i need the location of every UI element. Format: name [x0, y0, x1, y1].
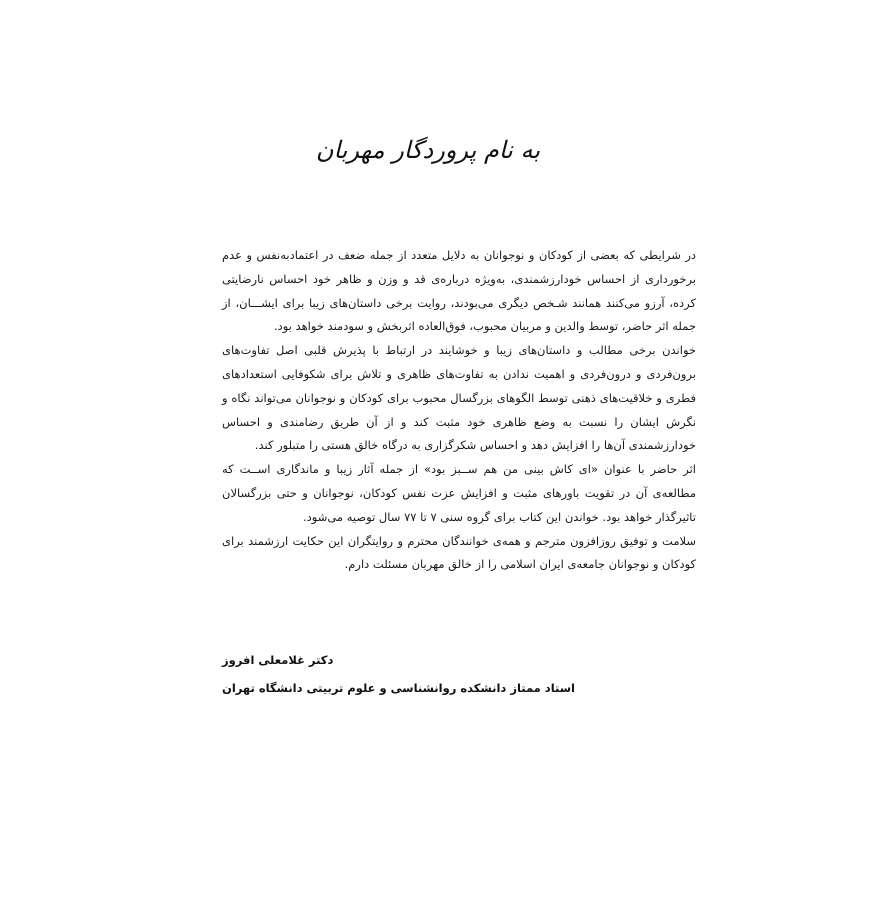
paragraph-4: سلامت و توفیق روزافزون مترجم و همه‌ی خوانندگان محترم و روایتگران این حکایت ارزشمند برای کودکان و نوجوانان جامعه‌ی ایران اسلامی را از خالق مهربان مسئلت دارم.: [222, 533, 696, 572]
foreword-body: [222, 244, 696, 577]
paragraph-2: خواندن برخی مطالب و داستان‌های زیبا و خوشایند در ارتباط با پذیرش قلبی اصل تفاوت‌های برون‌فردی و درون‌فردی و اهمیت ندادن به تفاوت‌های ظاهری و تلاش برای شکوفایی استعدادهای فطری و خلاقیت‌های ذهنی توسط الگوهای بزرگسال محبوب برای کودکان و نوجوانان می‌تواند نگاه و نگرش ایشان را نسبت به وضع ظاهری خود مثبت کند و از آن طریق رضامندی و احساس خودارزشمندی آن‌ها را افزایش دهد و احساس شکرگزاری به درگاه خالق هستی را متبلور کند.: [222, 343, 696, 453]
signature-name: دکتر غلامعلی افروز: [222, 653, 334, 667]
signature-block: [222, 646, 696, 702]
paragraph-3: اثر حاضر با عنوان «ای کاش بینی من هم ســبز بود» از جمله آثار زیبا و ماندگاری اســت که مطالعه‌ی آن در تقویت باورهای مثبت و افزایش عزت نفس کودکان، نوجوانان و حتی بزرگسالان تاثیرگذار خواهد بود. خواندن این کتاب برای گروه سنی ۷ تا ۷۷ سال توصیه می‌شود.: [222, 462, 696, 524]
signature-title: استاد ممتاز دانشکده روانشناسی و علوم تربیتی دانشگاه تهران: [222, 681, 575, 695]
signature-wrapper: [222, 646, 575, 702]
page-heading-calligraphy: به نام پروردگار مهربان: [315, 136, 540, 164]
paragraph-1: در شرایطی که بعضی از کودکان و نوجوانان به دلایل متعدد از جمله ضعف در اعتمادبه‌نفس و عدم برخورداری از احساس خودارزشمندی، به‌ویژه درباره‌ی قد و وزن و ظاهر خود احساس نارضایتی کرده، آرزو می‌کنند همانند شـخص دیگری می‌بودند، روایت برخی داستان‌های زیبا برای ایشـــان، از جمله اثر حاضر، توسط والدین و مربیان محبوب، فوق‌العاده اثربخش و سودمند خواهد بود.: [222, 248, 696, 334]
